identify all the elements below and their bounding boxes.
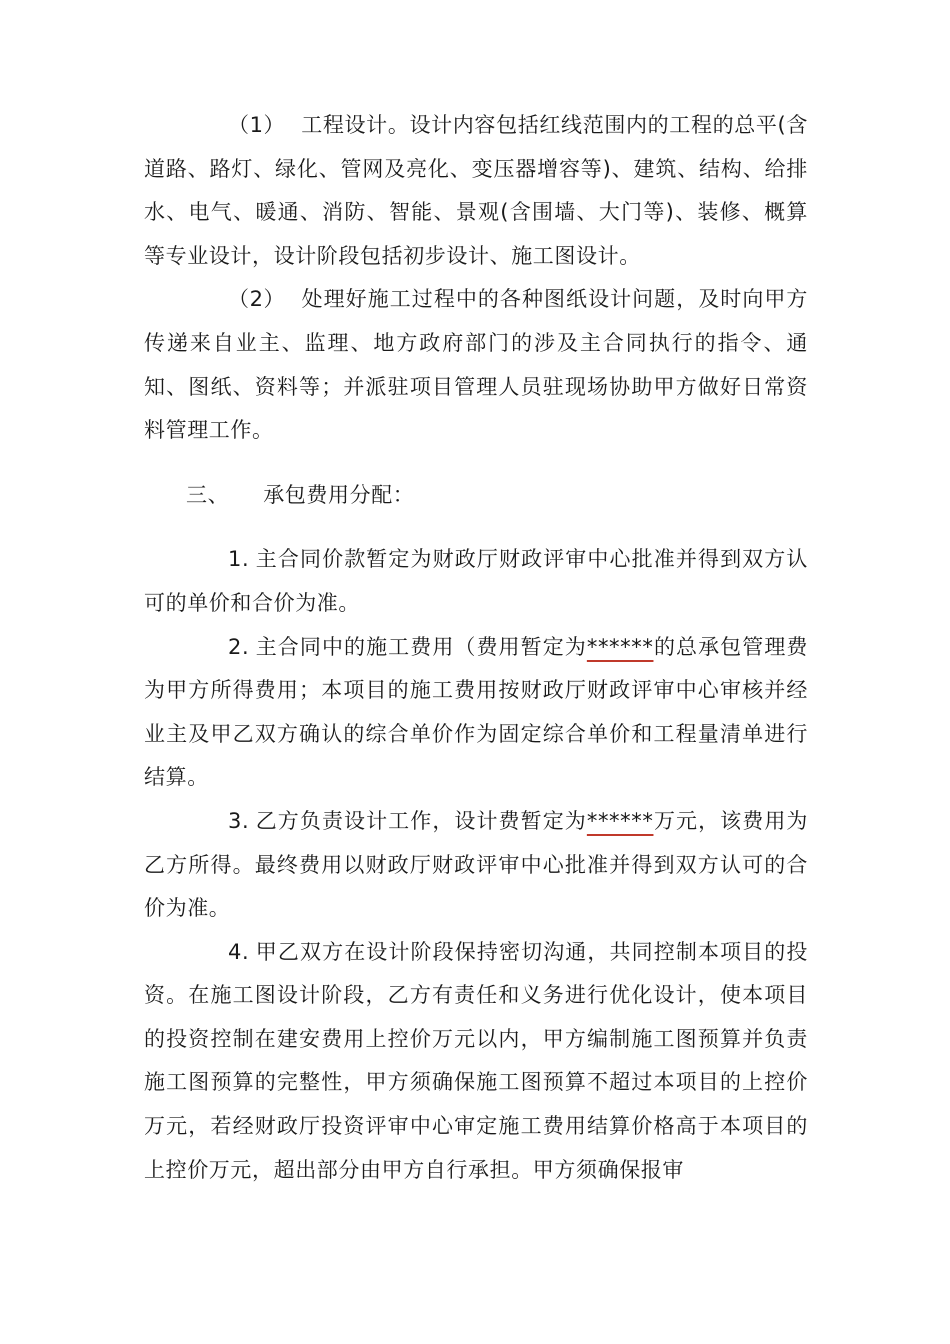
clause-2-text-before: 主合同中的施工费用（费用暂定为 [255,634,587,659]
clause-3-masked-amount: ****** [586,808,654,833]
clause-4-text: 甲乙双方在设计阶段保持密切沟通，共同控制本项目的投资。在施工图设计阶段，乙方有责任和义务进行优化设计，使本项目的投资控制在建安费用上控价万元以内，甲方编制施工图预算并负责施工图预算的完整性，甲方须确保施工图预算不超过本项目的上控价万元，若经财政厅投资评审中心审定施工费用结算价格高于本项目的上控价万元，超出部分由甲方自行承担。甲方须确保报审 [144,939,808,1182]
clause-3-number: 3. [228,808,250,833]
item-2-marker: （2） [228,287,286,312]
clause-1 [144,538,808,625]
clause-2 [144,626,808,800]
clause-2-text-after: 的总承包管理费为甲方所得费用；本项目的施工费用按财政厅财政评审中心审核并经业主及甲乙双方确认的综合单价作为固定综合单价和工程量清单进行结算。 [144,634,808,790]
clause-4 [144,931,808,1193]
spacer [144,453,808,474]
clause-3 [144,800,808,931]
clause-2-masked-amount: ****** [586,634,654,659]
item-2-text: 处理好施工过程中的各种图纸设计问题，及时向甲方传递来自业主、监理、地方政府部门的涉及主合同执行的指令、通知、图纸、资料等；并派驻项目管理人员驻现场协助甲方做好日常资料管理工作。 [144,287,808,443]
item-1-marker: （1） [228,113,286,137]
paragraph-item-1 [144,104,808,278]
clause-3-text-after: 万元，该费用为乙方所得。最终费用以财政厅财政评审中心批准并得到双方认可的合价为准。 [144,808,808,921]
item-1-text: 工程设计。设计内容包括红线范围内的工程的总平(含道路、路灯、绿化、管网及亮化、变压器增容等)、建筑、结构、给排水、电气、暖通、消防、智能、景观(含围墙、大门等)、装修、概算等专业设计，设计阶段包括初步设计、施工图设计。 [144,113,808,268]
clause-1-text: 主合同价款暂定为财政厅财政评审中心批准并得到双方认可的单价和合价为准。 [144,547,808,615]
clause-4-number: 4. [228,939,250,964]
paragraph-item-2 [144,278,808,452]
clause-2-number: 2. [228,634,250,659]
section-heading-title: 承包费用分配： [263,482,415,507]
document-body [144,104,808,1192]
section-heading [144,474,808,518]
clause-3-text-before: 乙方负责设计工作，设计费暂定为 [255,808,587,833]
spacer [144,517,808,538]
clause-1-number: 1. [228,547,250,572]
section-heading-number: 三、 [186,482,230,507]
